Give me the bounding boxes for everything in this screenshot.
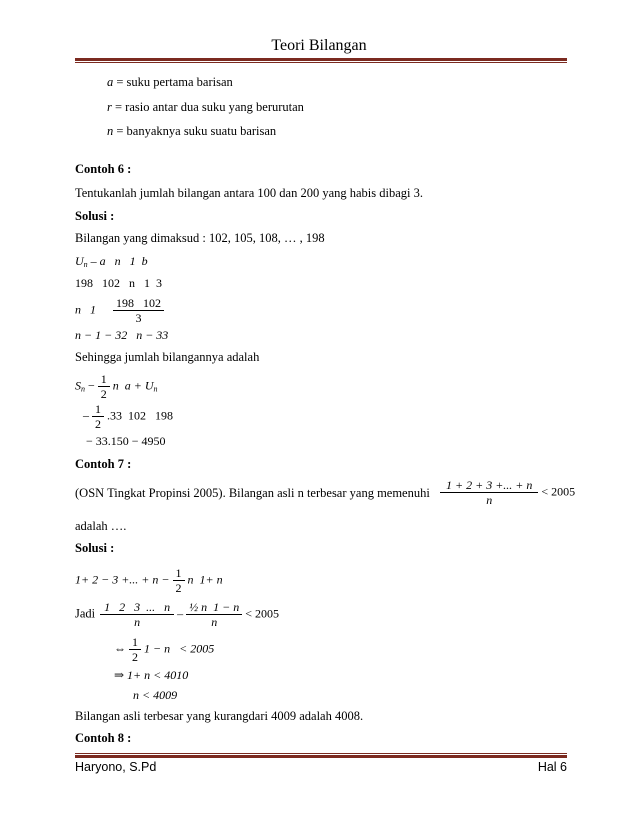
fraction-denominator: 2 [95,417,101,431]
eq-lhs: 1+ 2 − 3 +... + n − [75,572,170,587]
footer-author: Haryono, S.Pd [75,760,157,774]
ex6-eq7: − 33.150 − 4950 [86,434,166,448]
ex7-eq2: Jadi $\frac{1 2 3 ... n}{n}$ – $\frac{\text{½ n 1 − n}}{n}$ < 2005 [75,600,280,629]
def-a [107,75,233,90]
fraction-numerator: 1 + 2 + 3 +... + n [440,478,538,493]
fraction-numerator: ½ n 1 − n [186,600,242,615]
footer-rule [75,752,567,758]
ex7-question-fraction [440,478,575,507]
def-symbol: n [107,124,114,138]
fraction-denominator: n [486,493,493,507]
ex6-eq6: – $\frac{1}{2}$ .33 102 198 [83,402,173,431]
example-7-answer: Bilangan asli terbesar yang kurangdari 4009 adalah 4008. [75,709,364,723]
ex6-eq1: $U_n$ – a n 1 b [75,254,148,269]
fraction-denominator: n [211,615,218,629]
ex7-eq1 [75,566,223,595]
ex7-eq3 [114,635,214,664]
eq-fraction [113,296,164,325]
eq-symbol: S [75,378,81,393]
example-7-adalah: adalah …. [75,519,127,533]
eq-rhs: n a + U [112,378,154,393]
fraction-denominator: 2 [132,650,138,664]
fraction-numerator: 1 [173,566,185,581]
example-6-solusi: Solusi : [75,209,115,223]
eq-inequality: < 2005 [541,484,576,499]
ex6-conclusion: Sehingga jumlah bilangannya adalah [75,350,260,364]
fraction-denominator: 2 [100,387,107,401]
eq-fraction [129,635,141,664]
example-6-line1: Bilangan yang dimaksud : 102, 105, 108, … , 198 [75,231,325,245]
fraction-denominator: 2 [175,581,182,595]
ex6-eq5: $S_n$ − $\frac{1}{2}$ n $a + U_n$ [75,372,158,401]
ex6-eq4: n − 1 − 32 n − 33 [75,328,169,342]
example-7-question: (OSN Tingkat Propinsi 2005). Bilangan asli n terbesar yang memenuhi [75,486,430,500]
eq-symbol: U [75,254,84,268]
eq-fraction [98,372,110,401]
ex7-eq4: ⇒ 1+ n < 4010 [114,668,189,682]
eq-fraction [186,600,242,629]
fraction-numerator: 1 [129,635,141,650]
example-6-title: Contoh 6 : [75,162,132,176]
footer-page-number: Hal 6 [537,760,567,774]
eq-fraction [440,478,538,507]
def-symbol: r [107,100,112,114]
jadi-label: Jadi [75,606,96,621]
page-header-title: Teori Bilangan [271,37,367,54]
header-rule [75,58,567,63]
eq-rhs: a n 1 b [99,254,148,268]
eq-lhs: n 1 [75,302,96,317]
equivalence-arrow: ⇔ [114,641,126,656]
eq-fraction [173,566,185,595]
example-8-title: Contoh 8 : [75,731,132,745]
ex6-eq2: 198 102 n 1 3 [75,276,162,290]
fraction-denominator: n [134,615,141,629]
example-7-title: Contoh 7 : [75,457,132,471]
def-text: = rasio antar dua suku yang berurutan [115,100,304,114]
eq-subscript: n [81,384,85,394]
eq-inequality: < 2005 [245,606,280,621]
example-6-question: Tentukanlah jumlah bilangan antara 100 dan 200 yang habis dibagi 3. [75,186,423,200]
def-text: = banyaknya suku suatu barisan [116,124,277,138]
eq-rhs: n 1+ n [187,572,223,587]
fraction-denominator: 3 [135,311,142,325]
fraction-numerator: 1 [92,402,104,417]
eq-fraction [100,600,174,629]
eq-fraction [92,402,104,431]
def-n [107,124,276,139]
def-text: = suku pertama barisan [116,75,233,89]
eq-rhs: .33 102 198 [107,408,173,423]
eq-rhs: 1 − n < 2005 [144,641,215,656]
ex6-eq3 [75,296,164,325]
fraction-numerator: 198 102 [113,296,164,311]
fraction-numerator: 1 2 3 ... n [100,600,174,615]
eq-subscript: n [83,260,88,269]
ex7-eq5: n < 4009 [133,688,178,702]
eq-subscript: n [153,384,158,394]
example-7-solusi: Solusi : [75,541,115,555]
def-symbol: a [107,75,114,89]
def-r [107,100,304,115]
fraction-numerator: 1 [98,372,110,387]
